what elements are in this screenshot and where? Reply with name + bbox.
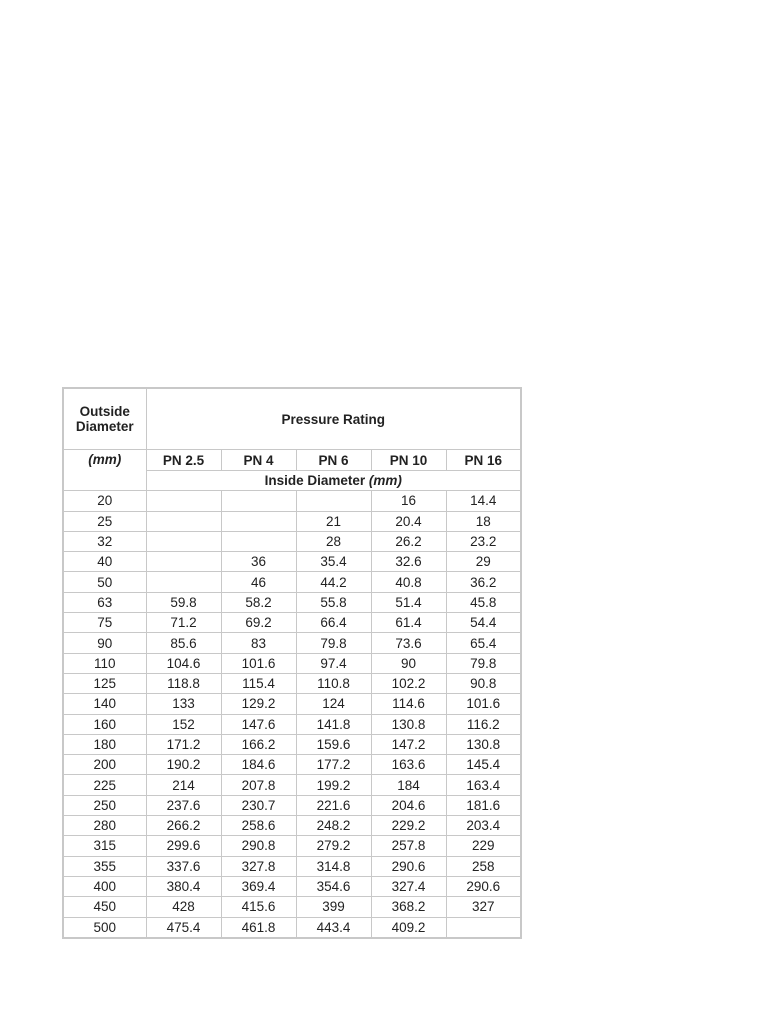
inside-diameter-cell: 51.4	[371, 592, 446, 612]
pipe-dimensions-table	[62, 387, 522, 939]
inside-diameter-cell: 130.8	[371, 714, 446, 734]
inside-diameter-cell: 36.2	[446, 572, 521, 592]
table-row	[63, 816, 521, 836]
inside-diameter-cell: 290.8	[221, 836, 296, 856]
inside-diameter-header: Inside Diameter (mm)	[146, 471, 521, 491]
inside-diameter-cell: 314.8	[296, 856, 371, 876]
inside-diameter-cell: 21	[296, 511, 371, 531]
inside-diameter-cell: 337.6	[146, 856, 221, 876]
inside-diameter-cell: 118.8	[146, 673, 221, 693]
inside-diameter-cell: 66.4	[296, 613, 371, 633]
inside-diameter-cell: 415.6	[221, 897, 296, 917]
inside-diameter-cell: 475.4	[146, 917, 221, 938]
outside-diameter-cell: 40	[63, 552, 146, 572]
inside-diameter-cell	[146, 552, 221, 572]
inside-diameter-cell: 409.2	[371, 917, 446, 938]
table-row	[63, 673, 521, 693]
inside-diameter-cell: 90.8	[446, 673, 521, 693]
inside-diameter-cell	[446, 917, 521, 938]
inside-diameter-cell: 16	[371, 491, 446, 511]
inside-diameter-cell	[146, 491, 221, 511]
inside-diameter-cell	[146, 511, 221, 531]
inside-diameter-cell: 163.6	[371, 755, 446, 775]
table-row	[63, 531, 521, 551]
inside-diameter-cell: 79.8	[446, 653, 521, 673]
pressure-rating-header: Pressure Rating	[146, 388, 521, 450]
inside-diameter-cell: 327.8	[221, 856, 296, 876]
inside-diameter-cell	[221, 511, 296, 531]
inside-diameter-cell: 229	[446, 836, 521, 856]
inside-diameter-cell: 428	[146, 897, 221, 917]
table-row	[63, 633, 521, 653]
inside-diameter-cell: 110.8	[296, 673, 371, 693]
outside-diameter-cell: 450	[63, 897, 146, 917]
inside-diameter-cell: 46	[221, 572, 296, 592]
inside-diameter-cell: 279.2	[296, 836, 371, 856]
outside-diameter-cell: 125	[63, 673, 146, 693]
inside-diameter-cell: 61.4	[371, 613, 446, 633]
outside-diameter-cell: 315	[63, 836, 146, 856]
outside-diameter-cell: 250	[63, 795, 146, 815]
inside-diameter-cell: 40.8	[371, 572, 446, 592]
outside-diameter-cell: 280	[63, 816, 146, 836]
inside-diameter-cell: 266.2	[146, 816, 221, 836]
table-row	[63, 795, 521, 815]
table-row	[63, 836, 521, 856]
outside-diameter-cell: 180	[63, 734, 146, 754]
table-row	[63, 714, 521, 734]
table-row	[63, 592, 521, 612]
inside-diameter-cell: 54.4	[446, 613, 521, 633]
inside-diameter-cell	[296, 491, 371, 511]
inside-diameter-cell: 83	[221, 633, 296, 653]
inside-diameter-cell: 115.4	[221, 673, 296, 693]
inside-diameter-cell: 18	[446, 511, 521, 531]
inside-diameter-cell: 214	[146, 775, 221, 795]
inside-diameter-cell: 199.2	[296, 775, 371, 795]
inside-diameter-cell: 166.2	[221, 734, 296, 754]
inside-diameter-cell: 73.6	[371, 633, 446, 653]
inside-diameter-cell: 354.6	[296, 876, 371, 896]
table-row	[63, 694, 521, 714]
table-row	[63, 572, 521, 592]
outside-diameter-cell: 110	[63, 653, 146, 673]
table-row	[63, 917, 521, 938]
inside-diameter-cell: 32.6	[371, 552, 446, 572]
table-row	[63, 613, 521, 633]
outside-diameter-cell: 75	[63, 613, 146, 633]
pn-header: PN 4	[221, 450, 296, 471]
inside-diameter-cell: 35.4	[296, 552, 371, 572]
inside-diameter-cell: 141.8	[296, 714, 371, 734]
inside-diameter-cell: 221.6	[296, 795, 371, 815]
inside-diameter-cell: 443.4	[296, 917, 371, 938]
inside-diameter-cell: 55.8	[296, 592, 371, 612]
inside-diameter-cell: 102.2	[371, 673, 446, 693]
inside-diameter-cell: 59.8	[146, 592, 221, 612]
table-row	[63, 775, 521, 795]
inside-diameter-cell: 101.6	[446, 694, 521, 714]
outside-diameter-cell: 355	[63, 856, 146, 876]
inside-diameter-cell	[221, 491, 296, 511]
inside-diameter-cell: 114.6	[371, 694, 446, 714]
outside-diameter-cell: 400	[63, 876, 146, 896]
inside-diameter-cell: 116.2	[446, 714, 521, 734]
outside-diameter-cell: 500	[63, 917, 146, 938]
pn-header: PN 10	[371, 450, 446, 471]
inside-diameter-cell: 130.8	[446, 734, 521, 754]
table-pn-row	[63, 450, 521, 471]
inside-diameter-cell: 26.2	[371, 531, 446, 551]
outside-diameter-cell: 32	[63, 531, 146, 551]
outside-diameter-cell: 140	[63, 694, 146, 714]
table-row	[63, 491, 521, 511]
inside-diameter-cell: 71.2	[146, 613, 221, 633]
inside-diameter-cell: 290.6	[371, 856, 446, 876]
outside-diameter-cell: 63	[63, 592, 146, 612]
pn-header: PN 6	[296, 450, 371, 471]
inside-diameter-cell: 79.8	[296, 633, 371, 653]
inside-diameter-cell: 20.4	[371, 511, 446, 531]
inside-diameter-cell: 65.4	[446, 633, 521, 653]
inside-diameter-cell: 104.6	[146, 653, 221, 673]
inside-diameter-cell: 147.6	[221, 714, 296, 734]
inside-diameter-cell: 327.4	[371, 876, 446, 896]
outside-diameter-cell: 225	[63, 775, 146, 795]
outside-diameter-cell: 200	[63, 755, 146, 775]
inside-diameter-cell: 229.2	[371, 816, 446, 836]
inside-diameter-cell: 124	[296, 694, 371, 714]
table-row	[63, 856, 521, 876]
inside-diameter-cell: 23.2	[446, 531, 521, 551]
inside-diameter-cell: 171.2	[146, 734, 221, 754]
inside-diameter-cell: 181.6	[446, 795, 521, 815]
inside-diameter-cell: 28	[296, 531, 371, 551]
table-header-row	[63, 388, 521, 450]
inside-diameter-cell: 36	[221, 552, 296, 572]
inside-diameter-cell	[221, 531, 296, 551]
inside-diameter-cell: 44.2	[296, 572, 371, 592]
inside-diameter-cell: 177.2	[296, 755, 371, 775]
outside-diameter-cell: 50	[63, 572, 146, 592]
inside-diameter-cell: 399	[296, 897, 371, 917]
pn-header: PN 2.5	[146, 450, 221, 471]
inside-diameter-cell: 129.2	[221, 694, 296, 714]
inside-diameter-cell: 97.4	[296, 653, 371, 673]
outside-diameter-header: Outside Diameter	[63, 388, 146, 450]
outside-diameter-cell: 20	[63, 491, 146, 511]
inside-diameter-cell: 85.6	[146, 633, 221, 653]
inside-diameter-cell: 163.4	[446, 775, 521, 795]
table-row	[63, 876, 521, 896]
inside-diameter-cell: 380.4	[146, 876, 221, 896]
inside-diameter-cell	[146, 531, 221, 551]
table-row	[63, 552, 521, 572]
inside-diameter-cell: 237.6	[146, 795, 221, 815]
inside-diameter-cell: 90	[371, 653, 446, 673]
inside-diameter-cell: 159.6	[296, 734, 371, 754]
inside-diameter-cell: 147.2	[371, 734, 446, 754]
inside-diameter-cell: 133	[146, 694, 221, 714]
inside-diameter-cell: 145.4	[446, 755, 521, 775]
table-row	[63, 755, 521, 775]
inside-diameter-cell: 184.6	[221, 755, 296, 775]
mm-unit-header: (mm)	[63, 450, 146, 491]
table-body	[63, 491, 521, 938]
table-row	[63, 897, 521, 917]
inside-diameter-cell: 29	[446, 552, 521, 572]
inside-diameter-cell: 58.2	[221, 592, 296, 612]
inside-diameter-cell	[146, 572, 221, 592]
table-row	[63, 734, 521, 754]
table-row	[63, 511, 521, 531]
outside-diameter-cell: 25	[63, 511, 146, 531]
inside-diameter-cell: 369.4	[221, 876, 296, 896]
inside-diameter-cell: 230.7	[221, 795, 296, 815]
inside-diameter-cell: 290.6	[446, 876, 521, 896]
inside-diameter-cell: 257.8	[371, 836, 446, 856]
table-row	[63, 653, 521, 673]
inside-diameter-cell: 327	[446, 897, 521, 917]
inside-diameter-cell: 299.6	[146, 836, 221, 856]
inside-diameter-cell: 258.6	[221, 816, 296, 836]
outside-diameter-cell: 160	[63, 714, 146, 734]
inside-diameter-cell: 258	[446, 856, 521, 876]
inside-diameter-cell: 203.4	[446, 816, 521, 836]
outside-diameter-cell: 90	[63, 633, 146, 653]
inside-diameter-cell: 184	[371, 775, 446, 795]
inside-diameter-cell: 152	[146, 714, 221, 734]
inside-diameter-cell: 14.4	[446, 491, 521, 511]
inside-diameter-cell: 101.6	[221, 653, 296, 673]
pn-header: PN 16	[446, 450, 521, 471]
inside-diameter-cell: 69.2	[221, 613, 296, 633]
inside-diameter-cell: 368.2	[371, 897, 446, 917]
inside-diameter-cell: 190.2	[146, 755, 221, 775]
inside-diameter-cell: 207.8	[221, 775, 296, 795]
inside-diameter-cell: 248.2	[296, 816, 371, 836]
inside-diameter-cell: 45.8	[446, 592, 521, 612]
inside-diameter-cell: 461.8	[221, 917, 296, 938]
inside-diameter-cell: 204.6	[371, 795, 446, 815]
